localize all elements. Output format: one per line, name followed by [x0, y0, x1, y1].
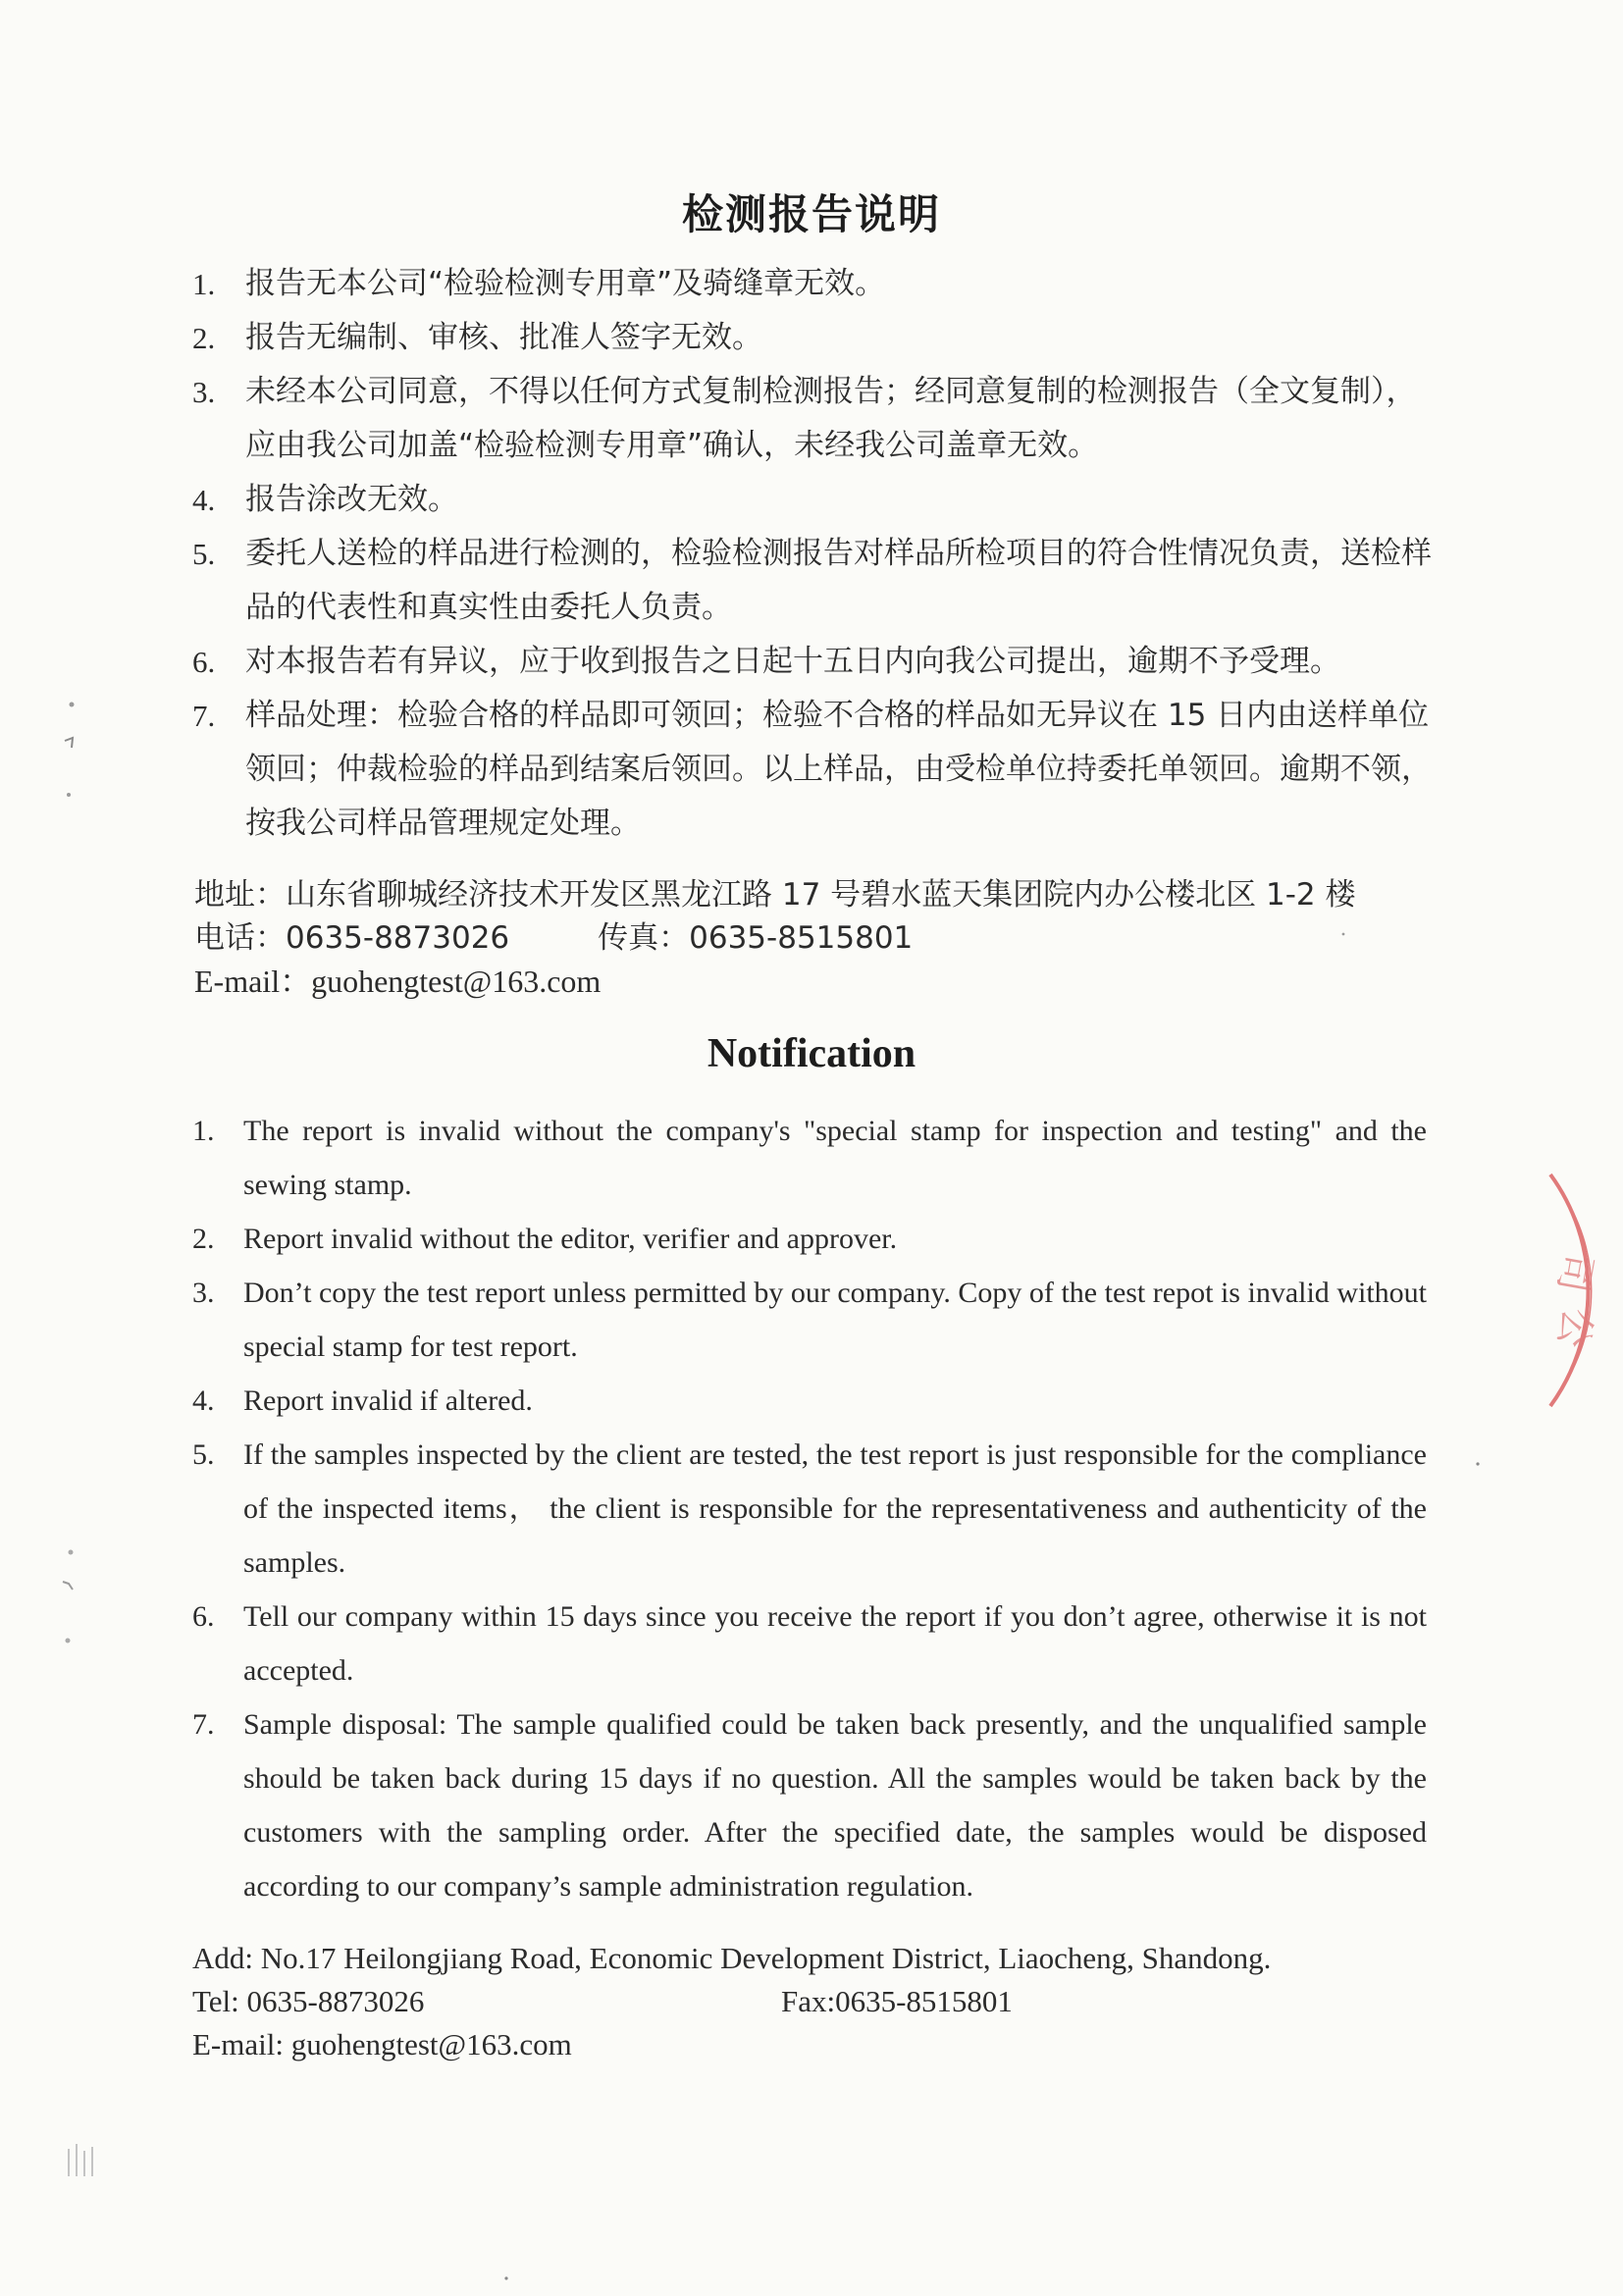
seal-glyph-1: 司 [1548, 1249, 1600, 1296]
item-text: Report invalid if altered. [243, 1384, 533, 1417]
item-text: Sample disposal: The sample qualified could be taken back presently, and the unqualified sample should be taken back during 15 days if no question. All the samples would be taken back by the customers with the sampling order. After the specified date, the samples would be disposed according to our company’s sample administration regulation. [243, 1708, 1427, 1903]
item-number: 3. [192, 375, 216, 409]
item-text: Don’t copy the test report unless permitted by our company. Copy of the test repot is invalid without special stamp for test report. [243, 1277, 1427, 1363]
item-number: 5. [192, 537, 216, 571]
item-text: The report is invalid without the company's "special stamp for inspection and testing" and the sewing stamp. [243, 1115, 1427, 1201]
chinese-notice-item [192, 527, 1439, 635]
english-notice-item [192, 1266, 1427, 1374]
chinese-email: E-mail：guohengtest@163.com [194, 964, 602, 999]
item-number: 6. [192, 645, 216, 679]
chinese-phone: 电话：0635-8873026 [194, 920, 510, 956]
item-text: Tell our company within 15 days since you receive the report if you don’t agree, otherwise it is not accepted. [243, 1600, 1427, 1687]
item-text: 报告无本公司“检验检测专用章”及骑缝章无效。 [245, 266, 886, 301]
item-text: 样品处理：检验合格的样品即可领回；检验不合格的样品如无异议在 15 日内由送样单位领回；仲裁检验的样品到结案后领回。以上样品，由受检单位持委托单领回。逾期不领，按我公司样品管理规定处理。 [245, 698, 1432, 841]
chinese-notice-item [192, 257, 1439, 311]
chinese-fax: 传真：0635-8515801 [598, 920, 914, 956]
item-number: 4. [192, 1384, 215, 1417]
chinese-phone-fax-row [194, 916, 1450, 960]
chinese-notice-item [192, 689, 1439, 851]
english-notice-item [192, 1697, 1427, 1913]
english-phone-fax-row [192, 1980, 1448, 2023]
item-text: Report invalid without the editor, verifier and approver. [243, 1223, 898, 1255]
english-contact-block [192, 1937, 1448, 2066]
english-email: E-mail: guohengtest@163.com [192, 2027, 572, 2061]
chinese-notice-item [192, 473, 1439, 527]
english-fax: Fax:0635-8515801 [781, 1984, 1013, 2018]
item-number: 7. [192, 1708, 215, 1741]
item-number: 1. [192, 267, 216, 301]
item-number: 5. [192, 1438, 215, 1471]
english-notice-item [192, 1104, 1427, 1212]
english-title: Notification [707, 1031, 916, 1076]
seal-glyph-2: 公 [1548, 1304, 1600, 1351]
chinese-notice-list [192, 257, 1439, 851]
chinese-title: 检测报告说明 [681, 190, 941, 238]
item-number: 2. [192, 321, 216, 355]
chinese-contact-block [194, 873, 1450, 1003]
item-text: 报告涂改无效。 [245, 482, 458, 517]
seal-icon [1531, 1163, 1623, 1418]
english-notice-item [192, 1428, 1427, 1590]
english-notice-list [192, 1104, 1427, 1913]
item-number: 6. [192, 1600, 215, 1633]
item-number: 1. [192, 1115, 215, 1147]
english-notice-item [192, 1590, 1427, 1697]
english-notice-item [192, 1212, 1427, 1266]
english-phone: Tel: 0635-8873026 [192, 1984, 425, 2018]
item-number: 4. [192, 483, 216, 517]
chinese-notice-item [192, 311, 1439, 365]
chinese-notice-item [192, 635, 1439, 689]
item-number: 3. [192, 1277, 215, 1309]
item-text: 对本报告若有异议，应于收到报告之日起十五日内向我公司提出，逾期不予受理。 [245, 644, 1340, 679]
item-number: 2. [192, 1223, 215, 1255]
item-number: 7. [192, 699, 216, 733]
company-seal-fragment [1531, 1163, 1623, 1418]
item-text: 委托人送检的样品进行检测的，检验检测报告对样品所检项目的符合性情况负责，送检样品的代表性和真实性由委托人负责。 [245, 536, 1432, 625]
english-notice-item [192, 1374, 1427, 1428]
item-text: If the samples inspected by the client are tested, the test report is just responsible for the compliance of the inspected items， the client is responsible for the representativeness and authenticity of the samples. [243, 1438, 1427, 1579]
item-text: 报告无编制、审核、批准人签字无效。 [245, 320, 762, 355]
item-text: 未经本公司同意，不得以任何方式复制检测报告；经同意复制的检测报告（全文复制），应由我公司加盖“检验检测专用章”确认，未经我公司盖章无效。 [245, 374, 1417, 463]
english-address: Add: No.17 Heilongjiang Road, Economic Development District, Liaocheng, Shandong. [192, 1941, 1272, 1975]
chinese-address: 地址：山东省聊城经济技术开发区黑龙江路 17 号碧水蓝天集团院内办公楼北区 1-2 楼 [194, 877, 1356, 913]
chinese-notice-item [192, 365, 1439, 473]
